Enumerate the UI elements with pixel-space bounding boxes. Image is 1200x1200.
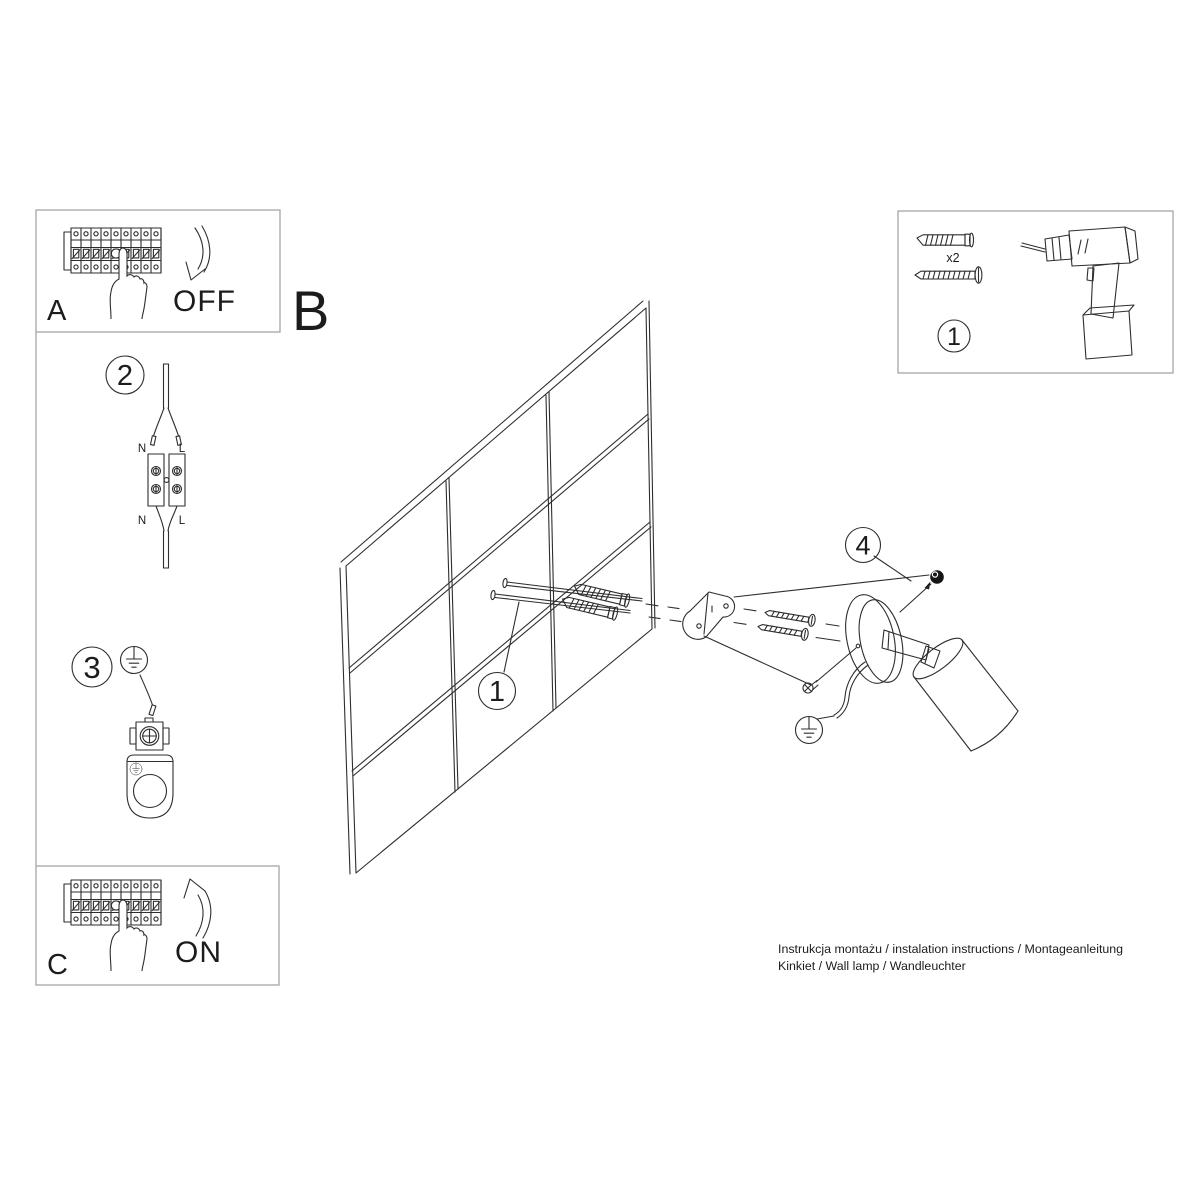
screw-to-canopy-leader — [900, 584, 931, 612]
step-1-leader — [504, 602, 519, 672]
step-3-ground-diagram — [72, 647, 173, 819]
ground-wire-squiggle — [834, 662, 868, 718]
panel-c-action-label: ON — [175, 936, 222, 969]
grub-screw-leader — [816, 648, 856, 682]
step-4-leader — [874, 556, 911, 581]
wall-anchor-icon — [917, 233, 974, 247]
step-2-number: 2 — [116, 360, 134, 393]
ground-icon-small — [130, 763, 142, 775]
wall-bracket — [683, 592, 735, 639]
step-1-number: 1 — [488, 676, 506, 708]
footer — [778, 942, 1123, 973]
ground-icon — [796, 717, 823, 744]
wire-label-l-top: L — [178, 443, 186, 455]
lamp-cable — [156, 506, 177, 568]
lamp-shade — [913, 638, 1018, 751]
lamp-arm — [882, 630, 940, 668]
panel-c-power-on — [47, 879, 222, 981]
wood-screw — [490, 578, 642, 613]
drill-icon — [1021, 227, 1138, 359]
arrow-up-icon — [184, 879, 211, 938]
screw-icon — [915, 267, 982, 283]
wall-anchor-icon — [561, 594, 619, 620]
bracket-screw-icon — [757, 621, 809, 641]
circuit-breaker-icon — [64, 228, 161, 273]
arrow-down-icon — [186, 226, 210, 280]
bracket-screw-icon — [764, 607, 816, 627]
section-letter: B — [292, 279, 330, 342]
step-1-wall-fixing — [479, 578, 682, 709]
parts-step-number: 1 — [947, 322, 961, 351]
panel-a-power-off — [47, 226, 236, 327]
step-3-number: 3 — [83, 649, 101, 685]
panel-c-letter: C — [47, 949, 68, 981]
wire-label-n-bottom: N — [137, 515, 147, 527]
ground-wire — [140, 675, 156, 716]
panel-a-letter: A — [47, 295, 67, 327]
parts-box — [898, 211, 1173, 373]
wire-label-l-bottom: L — [178, 515, 186, 527]
footer-line-2: Kinkiet / Wall lamp / Wandleuchter — [778, 959, 966, 973]
leader-bracket-to-screw-bottom — [704, 636, 811, 685]
lamp-canopy — [838, 590, 910, 688]
mounting-plate — [127, 755, 173, 818]
ground-terminal — [130, 718, 169, 750]
anchor-quantity-label: x2 — [946, 251, 960, 265]
wire-label-n-top: N — [137, 443, 147, 455]
step-4-number: 4 — [855, 530, 871, 561]
step-2-wiring-diagram — [106, 356, 186, 568]
terminal-block — [148, 454, 185, 506]
ground-icon — [121, 647, 148, 674]
supply-cable — [150, 364, 181, 445]
circuit-breaker-icon — [64, 880, 161, 925]
leader-bracket-to-screw — [734, 575, 929, 597]
wall-drawing — [340, 301, 655, 874]
ground-symbol-leader — [817, 716, 834, 719]
panel-a-action-label: OFF — [173, 285, 236, 318]
footer-line-1: Instrukcja montażu / instalation instructions / Montageanleitung — [778, 942, 1124, 956]
